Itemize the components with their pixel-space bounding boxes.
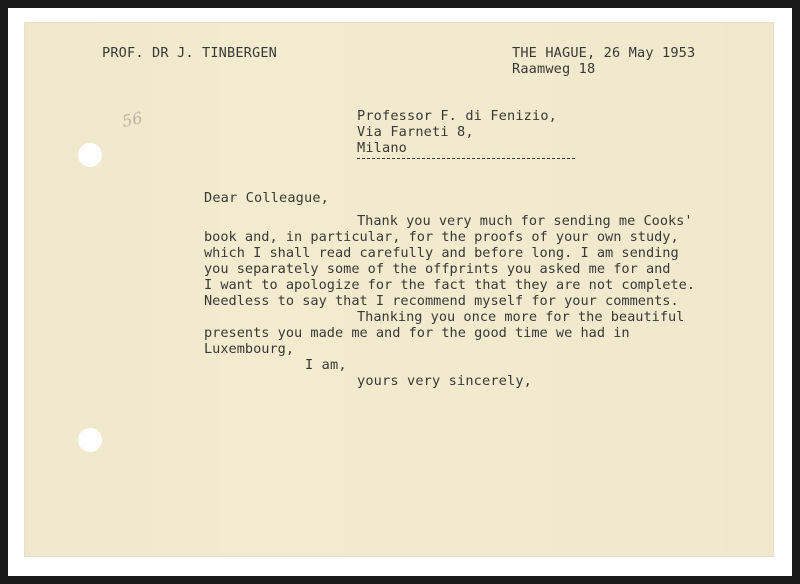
body-line: Luxembourg, (204, 341, 295, 357)
salutation: Dear Colleague, (204, 190, 330, 206)
place-date: THE HAGUE, 26 May 1953 (512, 45, 696, 61)
sender-name: PROF. DR J. TINBERGEN (102, 45, 278, 61)
recipient-street: Via Farneti 8, (357, 124, 474, 140)
body-line: Needless to say that I recommend myself for your comments. (204, 293, 679, 309)
punch-hole-bottom (78, 428, 102, 452)
body-line: book and, in particular, for the proofs of your own study, (204, 229, 679, 245)
body-line: Thanking you once more for the beautiful (357, 309, 685, 325)
body-line: I want to apologize for the fact that they are not complete. (204, 277, 696, 293)
recipient-city: Milano (357, 140, 408, 156)
body-line: which I shall read carefully and before long. I am sending (204, 245, 679, 261)
recipient-name: Professor F. di Fenizio, (357, 108, 558, 124)
sender-street: Raamweg 18 (512, 61, 596, 77)
body-line: you separately some of the offprints you asked me for and (204, 261, 671, 277)
closing-i-am: I am, (305, 357, 347, 373)
punch-hole-top (78, 143, 102, 167)
address-underline (357, 158, 575, 159)
body-line: presents you made me and for the good time we had in (204, 325, 630, 341)
body-line: Thank you very much for sending me Cooks' (357, 213, 693, 229)
pencil-annotation: 56 (120, 108, 145, 131)
closing-yours: yours very sincerely, (357, 373, 533, 389)
